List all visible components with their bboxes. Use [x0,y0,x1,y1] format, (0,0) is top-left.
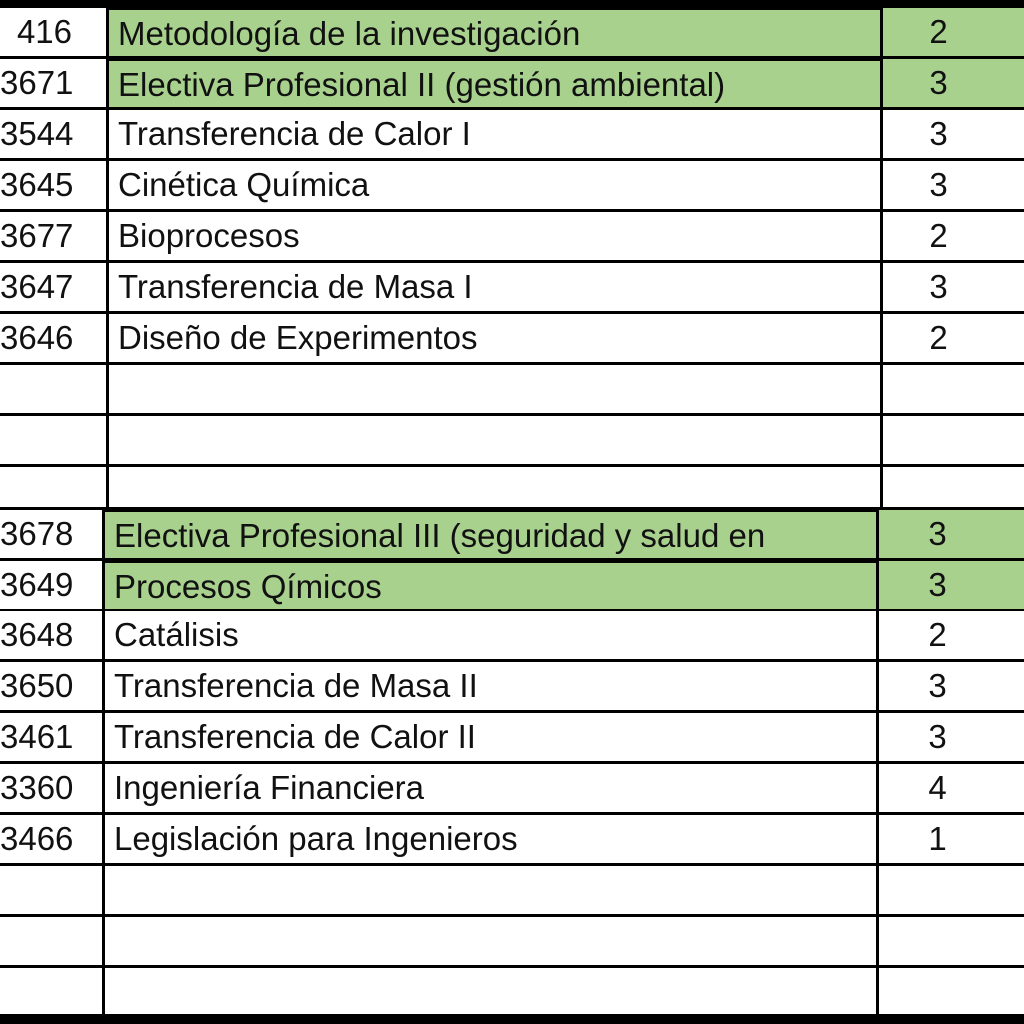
course-name-cell: Diseño de Experimentos [109,314,880,362]
course-credits-cell: 3 [879,662,1024,710]
table-row [0,8,1024,56]
table-row [0,713,1024,761]
table-row-empty [0,917,1024,965]
course-name-cell: Catálisis [105,611,876,659]
table-row [0,561,1024,609]
course-name-cell: Transferencia de Masa I [109,263,880,311]
course-credits-cell: 3 [879,561,1024,609]
course-code-cell: 3649 [0,561,102,609]
course-credits-cell: 2 [883,314,1024,362]
table-row [0,110,1024,158]
course-credits-cell: 3 [879,510,1024,558]
course-credits-cell: 3 [883,59,1024,107]
table-row [0,764,1024,812]
course-credits-cell: 3 [883,161,1024,209]
course-name-cell [105,968,876,1014]
course-name-cell: Cinética Química [109,161,880,209]
course-code-cell: 3544 [0,110,106,158]
table-row-empty [0,866,1024,914]
course-name-cell [109,365,880,413]
course-credits-cell: 3 [879,713,1024,761]
course-credits-cell: 4 [879,764,1024,812]
course-name-cell [105,917,876,965]
course-code-cell [0,416,106,464]
course-code-cell [0,365,106,413]
course-code-cell [0,467,106,507]
course-code-cell: 3646 [0,314,106,362]
course-name-cell: Transferencia de Calor II [105,713,876,761]
course-code-cell: 3648 [0,611,102,659]
table-row [0,662,1024,710]
table-row [0,212,1024,260]
table-row-empty [0,968,1024,1014]
course-code-cell: 3671 [0,59,106,107]
course-credits-cell: 3 [883,263,1024,311]
course-name-cell: Bioprocesos [109,212,880,260]
course-code-cell: 3461 [0,713,102,761]
course-code-cell [0,917,102,965]
course-code-cell: 3647 [0,263,106,311]
table-row [0,510,1024,558]
course-name-cell: Ingeniería Financiera [105,764,876,812]
course-name-cell: Transferencia de Masa II [105,662,876,710]
course-credits-cell [883,416,1024,464]
course-code-cell: 3645 [0,161,106,209]
table-row [0,314,1024,362]
course-credits-cell [879,917,1024,965]
course-name-cell [109,467,880,507]
course-credits-cell [879,866,1024,914]
course-code-cell: 3650 [0,662,102,710]
course-name-cell [105,866,876,914]
course-code-cell: 3678 [0,510,102,558]
course-name-cell: Procesos Qímicos [105,561,876,609]
table-row [0,263,1024,311]
course-credits-cell [883,365,1024,413]
course-credits-cell: 3 [883,110,1024,158]
table-row-empty [0,416,1024,464]
course-code-cell: 3677 [0,212,106,260]
course-name-cell [109,416,880,464]
course-name-cell: Electiva Profesional III (seguridad y salud en [105,510,876,558]
course-name-cell: Electiva Profesional II (gestión ambiental) [109,59,880,107]
course-name-cell: Legislación para Ingenieros [105,815,876,863]
course-credits-cell: 1 [879,815,1024,863]
course-code-cell: 3360 [0,764,102,812]
table-row-empty [0,467,1024,507]
course-name-cell: Metodología de la investigación [109,8,880,56]
course-credits-cell: 2 [879,611,1024,659]
course-code-cell: 416 [0,8,106,56]
table-row [0,59,1024,107]
table-row [0,815,1024,863]
course-code-cell [0,968,102,1014]
table-row-empty [0,365,1024,413]
table-row [0,611,1024,659]
course-credits-cell: 2 [883,212,1024,260]
course-credits-cell [883,467,1024,507]
course-table-bottom [0,510,1024,1014]
course-credits-cell [879,968,1024,1014]
course-credits-cell: 2 [883,8,1024,56]
course-name-cell: Transferencia de Calor I [109,110,880,158]
table-row [0,161,1024,209]
course-table-top [0,8,1024,510]
course-code-cell [0,866,102,914]
course-code-cell: 3466 [0,815,102,863]
